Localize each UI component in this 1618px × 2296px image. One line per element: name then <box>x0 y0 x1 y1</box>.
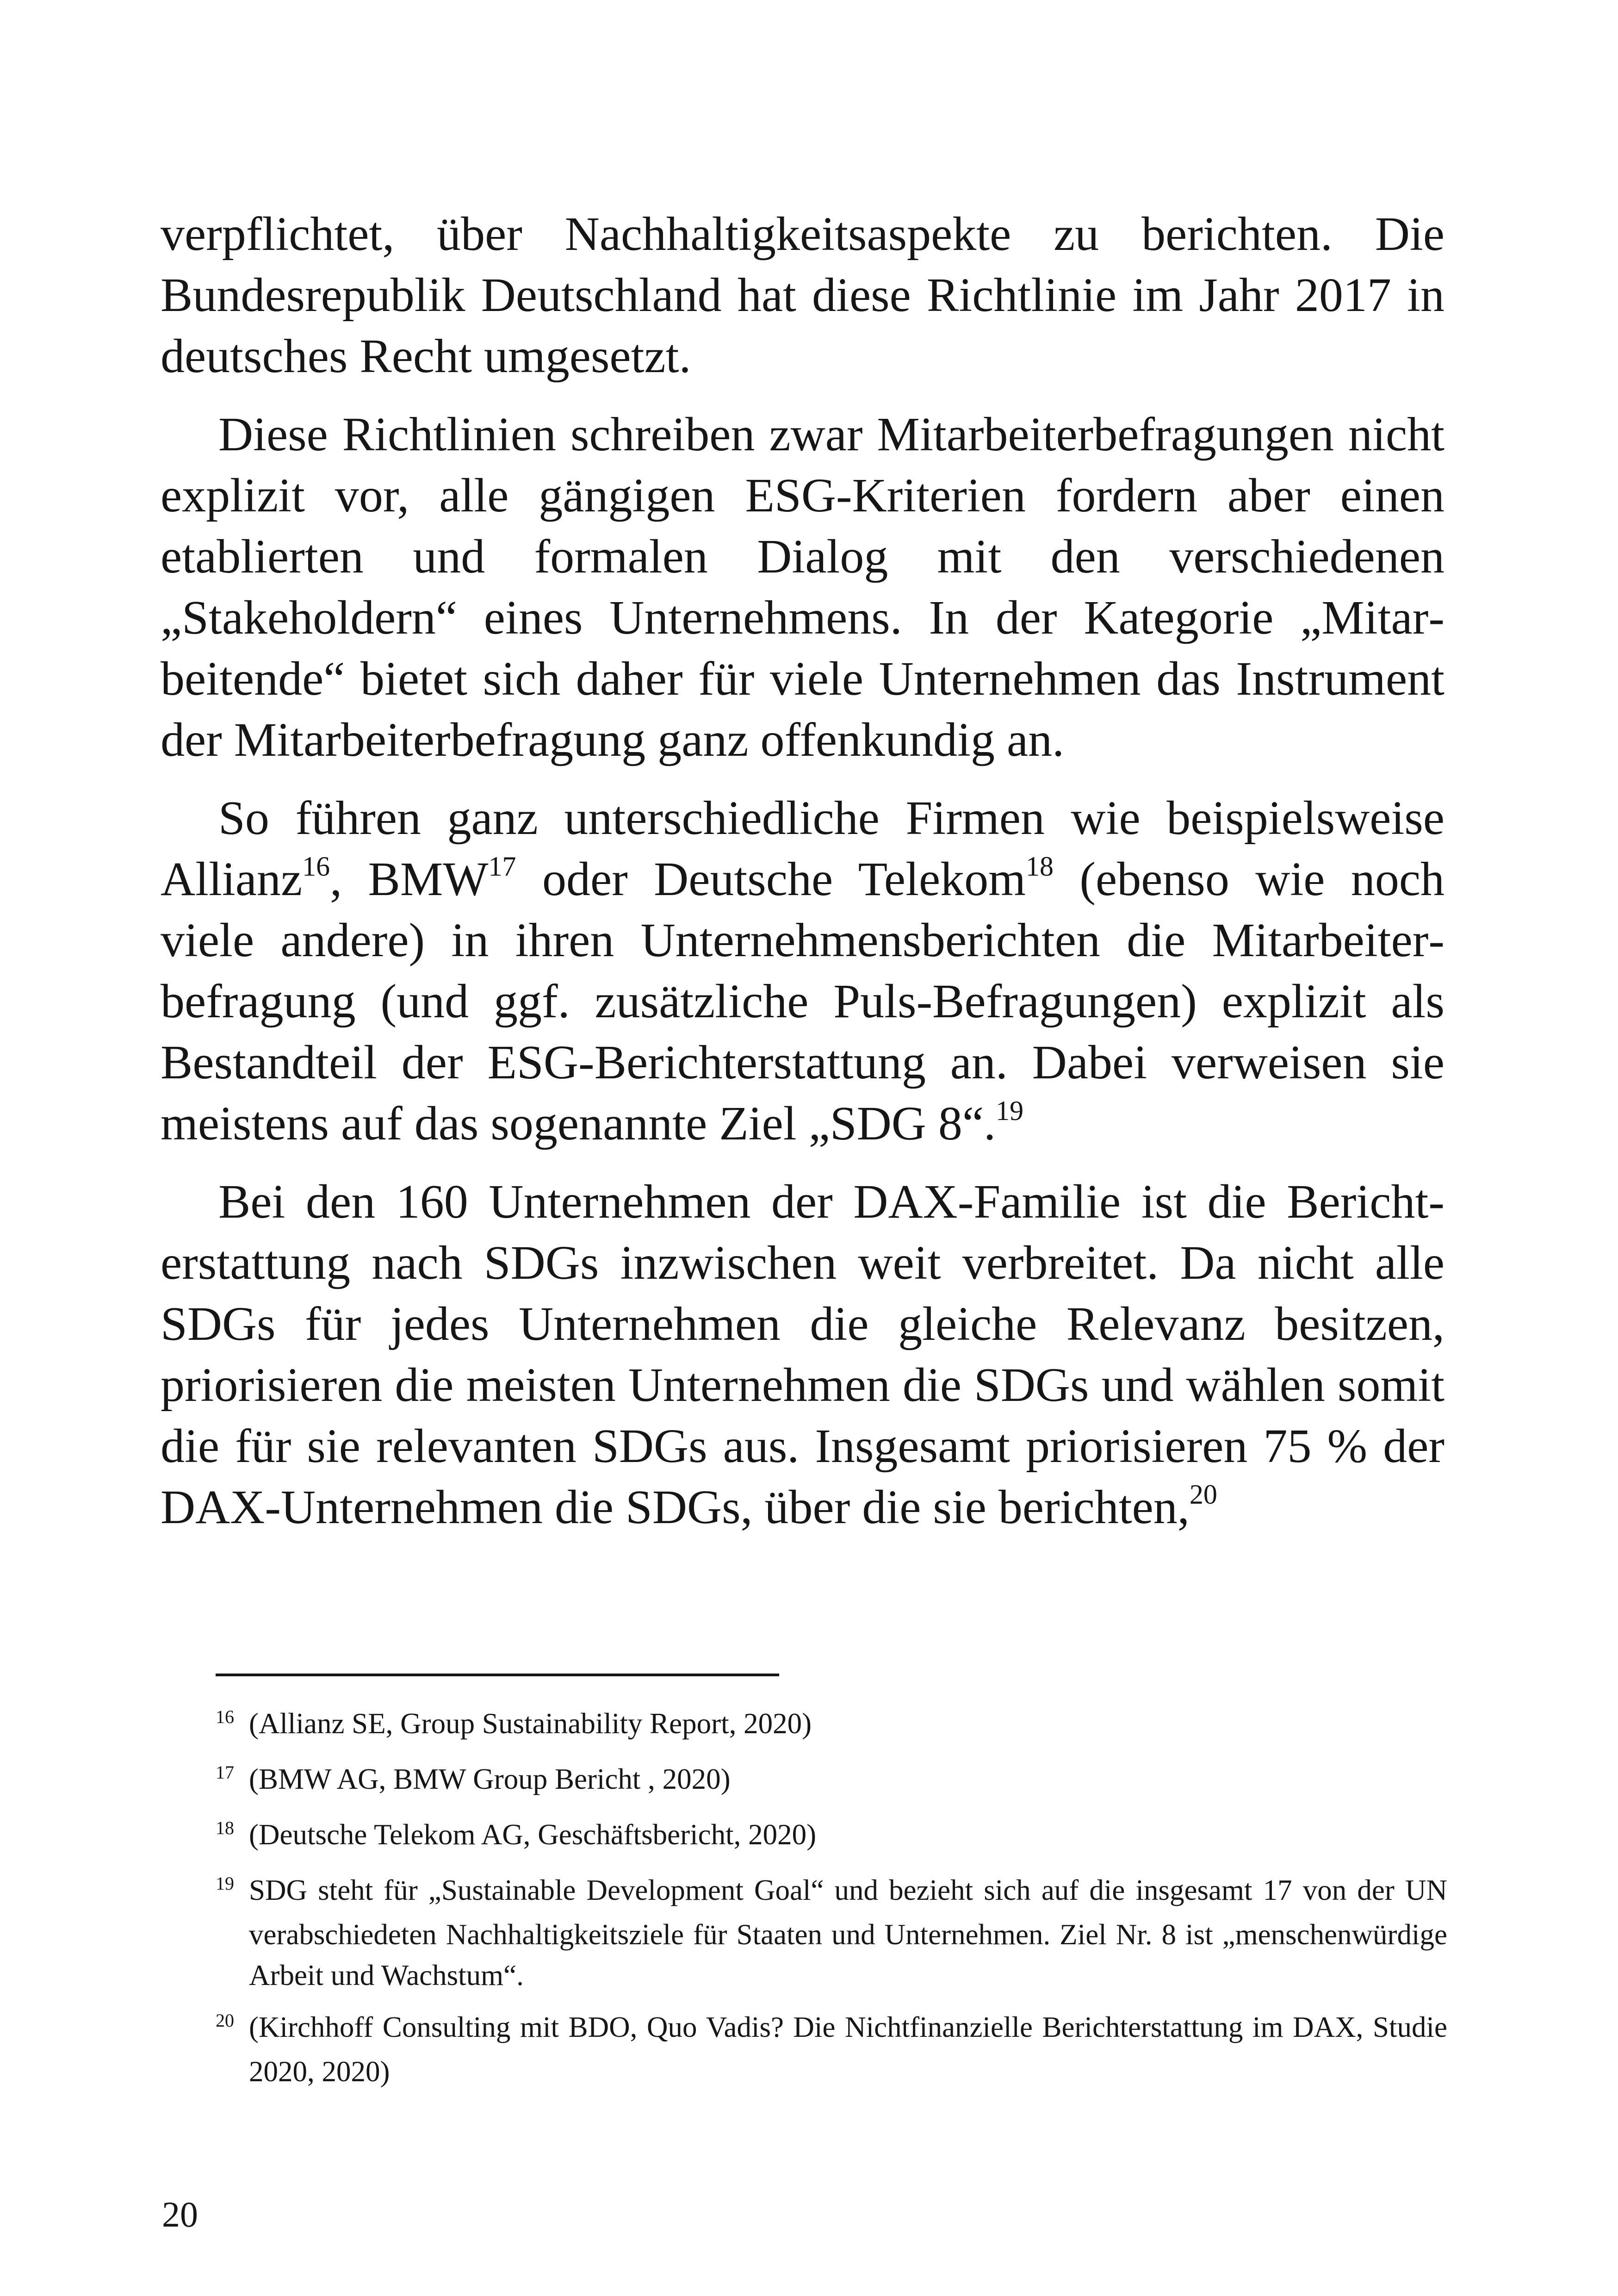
footnote-number: 17 <box>216 1762 234 1783</box>
footnote <box>216 1759 1447 1803</box>
footnote <box>216 1703 1447 1748</box>
footnote-text: (Allianz SE, Group Sustainability Report, 2020) <box>249 1707 812 1740</box>
footnote-reference[interactable]: 16 <box>302 851 330 882</box>
footnote <box>216 2007 1447 2092</box>
footnote-text: SDG steht für „Sustainable Development Goal“ und bezieht sich auf die insgesamt 17 von der UN verabschiedeten Nachhaltigkeitsziele für Staaten und Unternehmen. Ziel Nr. 8 ist „menschenwürdige Arbeit und Wachstum“. <box>249 1874 1447 1991</box>
footnote-number: 19 <box>216 1873 234 1894</box>
footnote-separator <box>216 1674 779 1676</box>
paragraph-text: So führen ganz unterschiedliche Firmen wie beispielsweise Allianz <box>161 791 1444 906</box>
paragraph <box>161 1171 1444 1538</box>
footnote-reference[interactable]: 17 <box>488 851 516 882</box>
paragraph-text: verpflichtet, über Nachhaltigkeitsaspekte zu berichten. Die Bundesrepublik Deutschland hat diese Richtlinie im Jahr 2017 in deutsches Recht umgesetzt. <box>161 207 1444 383</box>
footnote-text: (Kirchhoff Consulting mit BDO, Quo Vadis? Die Nichtfinanzielle Berichterstattung im DAX, Studie 2020, 2020) <box>249 2011 1447 2088</box>
body-text <box>161 204 1444 1555</box>
page-number: 20 <box>162 2194 198 2234</box>
paragraph-text: oder Deutsche Telekom <box>516 852 1026 906</box>
footnote-reference[interactable]: 19 <box>996 1095 1024 1126</box>
paragraph-text: , BMW <box>330 852 489 906</box>
footnote-number: 20 <box>216 2010 234 2031</box>
footnote-reference[interactable]: 18 <box>1026 851 1054 882</box>
paragraph-text: Bei den 160 Unternehmen der DAX-Familie ist die Berichterstattung nach SDGs inzwischen weit verbreitet. Da nicht alle SDGs für jedes Unternehmen die gleiche Relevanz besitzen, priorisieren die meisten Unternehmen die SDGs und wählen somit die für sie relevanten SDGs aus. Insgesamt priorisieren 75 % der DAX-Unternehmen die SDGs, über die sie berichten, <box>161 1175 1444 1534</box>
footnote-number: 18 <box>216 1817 234 1838</box>
footnotes <box>216 1703 1447 2103</box>
footnote-text: (BMW AG, BMW Group Bericht , 2020) <box>249 1763 731 1795</box>
footnote-text: (Deutsche Telekom AG, Geschäftsbericht, 2020) <box>249 1818 817 1851</box>
footnote <box>216 1870 1447 1996</box>
paragraph-text: Diese Richtlinien schreiben zwar Mitarbeiterbefragungen nicht explizit vor, alle gängigen ESG-Kriterien fordern aber einen etablierten und formalen Dialog mit den verschiedenen „Stakeholdern“ eines Unternehmens. In der Kategorie „Mitarbeitende“ bietet sich daher für viele Unternehmen das Instrument der Mitarbeiterbefragung ganz offenkundig an. <box>161 408 1444 766</box>
footnote <box>216 1814 1447 1859</box>
paragraph-text: (ebenso wie noch viele andere) in ihren Unternehmensberichten die Mitarbeiterbefragung (und ggf. zusätzliche Puls-Befragungen) explizit als Bestandteil der ESG-Berichterstattung an. Dabei verweisen sie meistens auf das sogenannte Ziel „SDG 8“. <box>161 852 1445 1150</box>
footnote-number: 16 <box>216 1706 234 1727</box>
paragraph <box>161 404 1444 771</box>
paragraph <box>161 788 1444 1154</box>
footnote-reference[interactable]: 20 <box>1189 1479 1217 1510</box>
paragraph <box>161 204 1444 387</box>
